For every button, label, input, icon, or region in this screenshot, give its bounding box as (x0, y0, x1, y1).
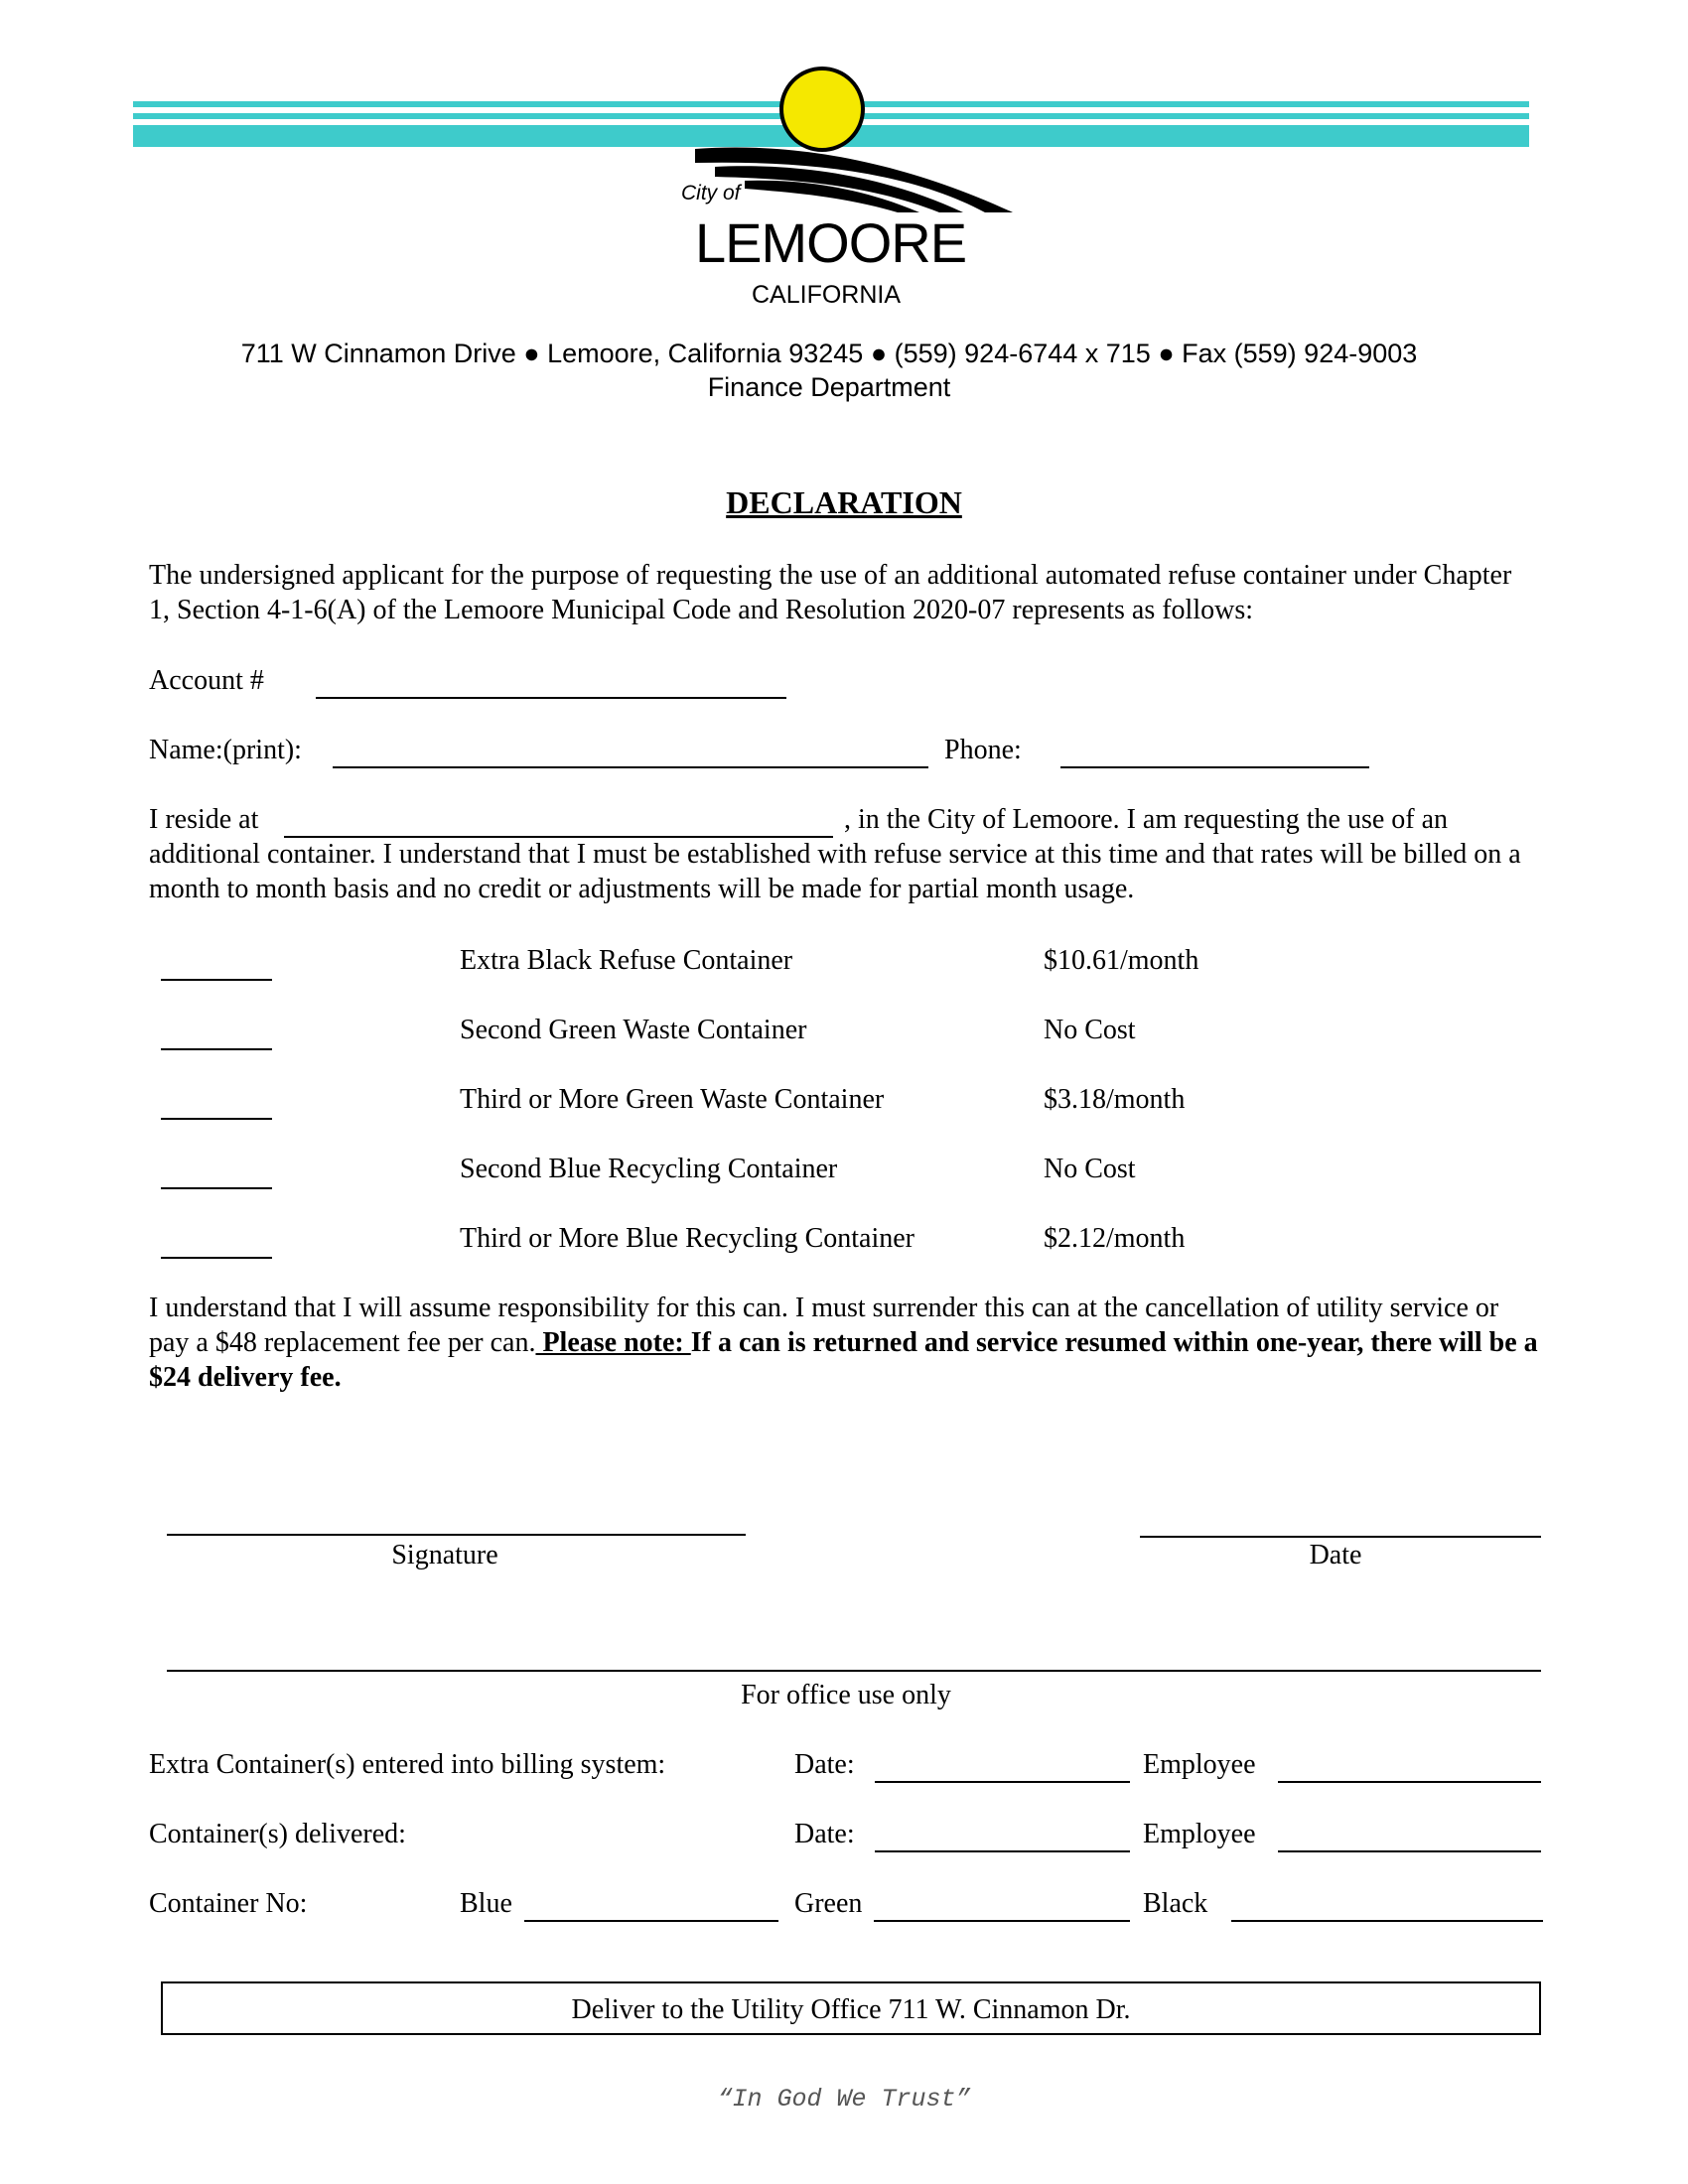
account-label: Account # (149, 665, 264, 696)
black-label: Black (1143, 1888, 1208, 1919)
department-name: Finance Department (707, 372, 951, 402)
container-price: $2.12/month (1044, 1223, 1186, 1254)
green-container-field[interactable] (874, 1920, 1130, 1922)
billing-date-label: Date: (794, 1749, 855, 1780)
container-name: Second Green Waste Container (460, 1015, 807, 1045)
reside-label: I reside at (149, 804, 259, 835)
office-heading: For office use only (741, 1680, 951, 1710)
name-field[interactable] (333, 766, 928, 768)
blue-label: Blue (460, 1888, 512, 1919)
address-line: 711 W Cinnamon Drive ● Lemoore, California 93245 ● (559) 924-6744 x 715 ● Fax (559) 924-9003 (240, 339, 1418, 368)
container-check-field[interactable] (161, 1048, 272, 1050)
delivered-employee-field[interactable] (1278, 1850, 1541, 1852)
name-label: Name:(print): (149, 735, 302, 765)
reside-paragraph: additional container. I understand that I must be established with refuse service at this time and that rates will be billed on a month to month basis and no credit or adjustments will be made for partial month usage. (149, 839, 1521, 904)
delivered-label: Container(s) delivered: (149, 1819, 406, 1849)
container-price: No Cost (1044, 1154, 1136, 1184)
billing-date-field[interactable] (875, 1781, 1130, 1783)
delivered-date-label: Date: (794, 1819, 855, 1849)
page-title: DECLARATION (726, 484, 962, 520)
state-name: CALIFORNIA (752, 281, 902, 309)
sun-icon (781, 68, 863, 150)
responsibility-text: I understand that I will assume responsibility for this can. I must surrender this can at the cancellation of utility service or pay a $48 replacement fee per can. (149, 1293, 1499, 1358)
container-check-field[interactable] (161, 979, 272, 981)
billing-employee-field[interactable] (1278, 1781, 1541, 1783)
container-name: Second Blue Recycling Container (460, 1154, 838, 1184)
billing-label: Extra Container(s) entered into billing system: (149, 1749, 666, 1780)
intro-paragraph: The undersigned applicant for the purpose of requesting the use of an additional automated refuse container under Chapter 1, Section 4-1-6(A) of the Lemoore Municipal Code and Resolution 2020-07 represents as follows: (149, 560, 1512, 625)
billing-employee-label: Employee (1143, 1749, 1256, 1780)
container-check-field[interactable] (161, 1257, 272, 1259)
container-price: $10.61/month (1044, 945, 1199, 976)
blue-container-field[interactable] (524, 1920, 778, 1922)
account-field[interactable] (316, 697, 786, 699)
city-name: LEMOORE (695, 211, 967, 274)
note-text: If a can is returned and service resumed within one-year, there will be a $24 delivery fee. (149, 1327, 1538, 1393)
office-divider (167, 1670, 1541, 1672)
motto: “In God We Trust” (717, 2085, 971, 2114)
container-price: $3.18/month (1044, 1084, 1186, 1115)
city-of-label: City of (681, 182, 741, 205)
signature-field[interactable] (167, 1534, 746, 1536)
phone-label: Phone: (944, 735, 1022, 765)
green-label: Green (794, 1888, 863, 1919)
container-check-field[interactable] (161, 1118, 272, 1120)
signature-label: Signature (391, 1540, 498, 1570)
delivered-employee-label: Employee (1143, 1819, 1256, 1849)
note-label: Please note: (535, 1327, 691, 1358)
container-check-field[interactable] (161, 1187, 272, 1189)
container-no-label: Container No: (149, 1888, 308, 1919)
deliver-box: Deliver to the Utility Office 711 W. Cinnamon Dr. (161, 1981, 1541, 2035)
black-container-field[interactable] (1231, 1920, 1543, 1922)
container-name: Third or More Blue Recycling Container (460, 1223, 914, 1254)
container-name: Third or More Green Waste Container (460, 1084, 885, 1115)
responsibility-paragraph (149, 1291, 1539, 1395)
phone-field[interactable] (1060, 766, 1369, 768)
reside-suffix: , in the City of Lemoore. I am requesting the use of an (844, 804, 1449, 835)
delivered-date-field[interactable] (875, 1850, 1130, 1852)
date-label: Date (1309, 1540, 1362, 1570)
container-name: Extra Black Refuse Container (460, 945, 793, 976)
container-price: No Cost (1044, 1015, 1136, 1045)
